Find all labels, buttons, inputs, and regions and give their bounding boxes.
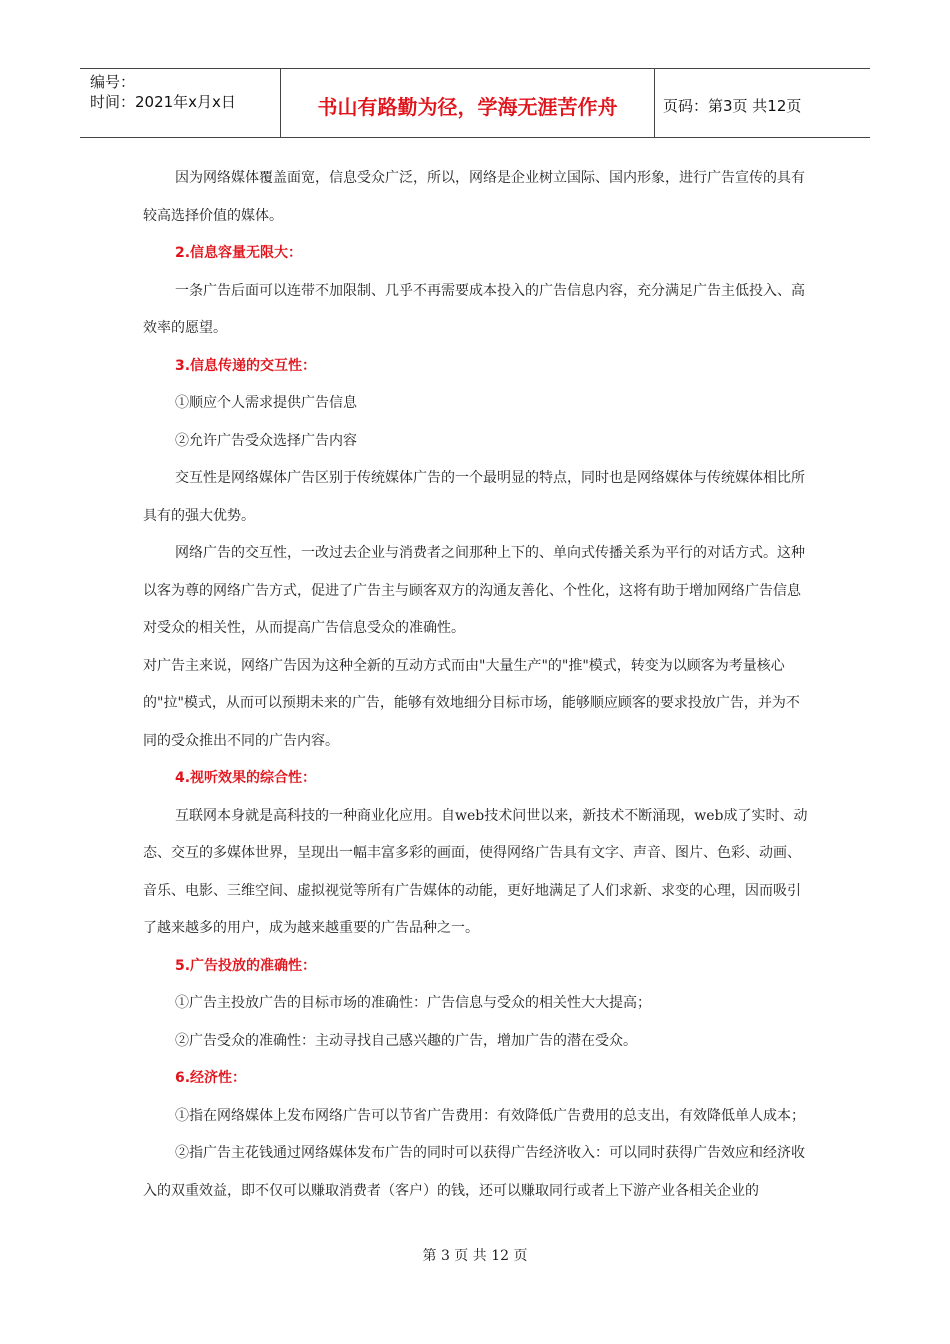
section-heading: 5.广告投放的准确性： <box>175 957 317 974</box>
section-heading: 4.视听效果的综合性： <box>175 770 317 786</box>
document-body <box>143 160 813 1210</box>
section-heading: 2.信息容量无限大： <box>175 245 303 261</box>
section-heading: 3.信息传递的交互性： <box>175 357 317 374</box>
paragraph: 网络广告的交互性，一改过去企业与消费者之间那种上下的、单向式传播关系为平行的对话方式。这种以客为尊的网络广告方式，促进了广告主与顾客双方的沟通友善化、个性化，这将有助于增加网络广告信息对受众的相关性，从而提高广告信息受众的准确性。 <box>143 545 805 636</box>
paragraph: 互联网本身就是高科技的一种商业化应用。自web技术问世以来，新技术不断涌现，web成了实时、动态、交互的多媒体世界，呈现出一幅丰富多彩的画面，使得网络广告具有文字、声音、图片、色彩、动画、音乐、电影、三维空间、虚拟视觉等所有广告媒体的动能，更好地满足了人们求新、求变的心理，因而吸引了越来越多的用户，成为越来越重要的广告品种之一。 <box>143 807 808 936</box>
paragraph: 一条广告后面可以连带不加限制、几乎不再需要成本投入的广告信息内容，充分满足广告主低投入、高效率的愿望。 <box>143 282 805 336</box>
header-motto: 书山有路勤为径，学海无涯苦作舟 <box>281 69 655 137</box>
paragraph: 对广告主来说，网络广告因为这种全新的互动方式而由"大量生产"的"推"模式，转变为以顾客为考量核心的"拉"模式，从而可以预期未来的广告，能够有效地细分目标市场，能够顺应顾客的要求投放广告，并为不同的受众推出不同的广告内容。 <box>143 657 800 749</box>
list-item: ①顺应个人需求提供广告信息 <box>175 395 357 411</box>
document-number-label: 编号： <box>90 73 136 91</box>
list-item: ①指在网络媒体上发布网络广告可以节省广告费用：有效降低广告费用的总支出，有效降低单人成本； <box>175 1107 805 1124</box>
header-page-number: 页码：第3页 共12页 <box>663 96 802 115</box>
section-heading: 6.经济性： <box>175 1070 247 1086</box>
list-item: ②广告受众的准确性：主动寻找自己感兴趣的广告，增加广告的潜在受众。 <box>175 1032 637 1049</box>
paragraph: 因为网络媒体覆盖面宽，信息受众广泛，所以，网络是企业树立国际、国内形象，进行广告宣传的具有较高选择价值的媒体。 <box>143 170 805 224</box>
list-item: ①广告主投放广告的目标市场的准确性：广告信息与受众的相关性大大提高； <box>175 995 651 1011</box>
list-item: ②指广告主花钱通过网络媒体发布广告的同时可以获得广告经济收入：可以同时获得广告效应和经济收入的双重效益，即不仅可以赚取消费者（客户）的钱，还可以赚取同行或者上下游产业各相关企业的 <box>143 1145 805 1199</box>
page-header <box>80 68 870 138</box>
list-item: ②允许广告受众选择广告内容 <box>175 432 357 449</box>
document-time-label: 时间：2021年x月x日 <box>90 93 236 111</box>
paragraph: 交互性是网络媒体广告区别于传统媒体广告的一个最明显的特点，同时也是网络媒体与传统媒体相比所具有的强大优势。 <box>143 470 805 524</box>
page-footer: 第 3 页 共 12 页 <box>422 1248 528 1264</box>
header-meta <box>80 69 281 137</box>
